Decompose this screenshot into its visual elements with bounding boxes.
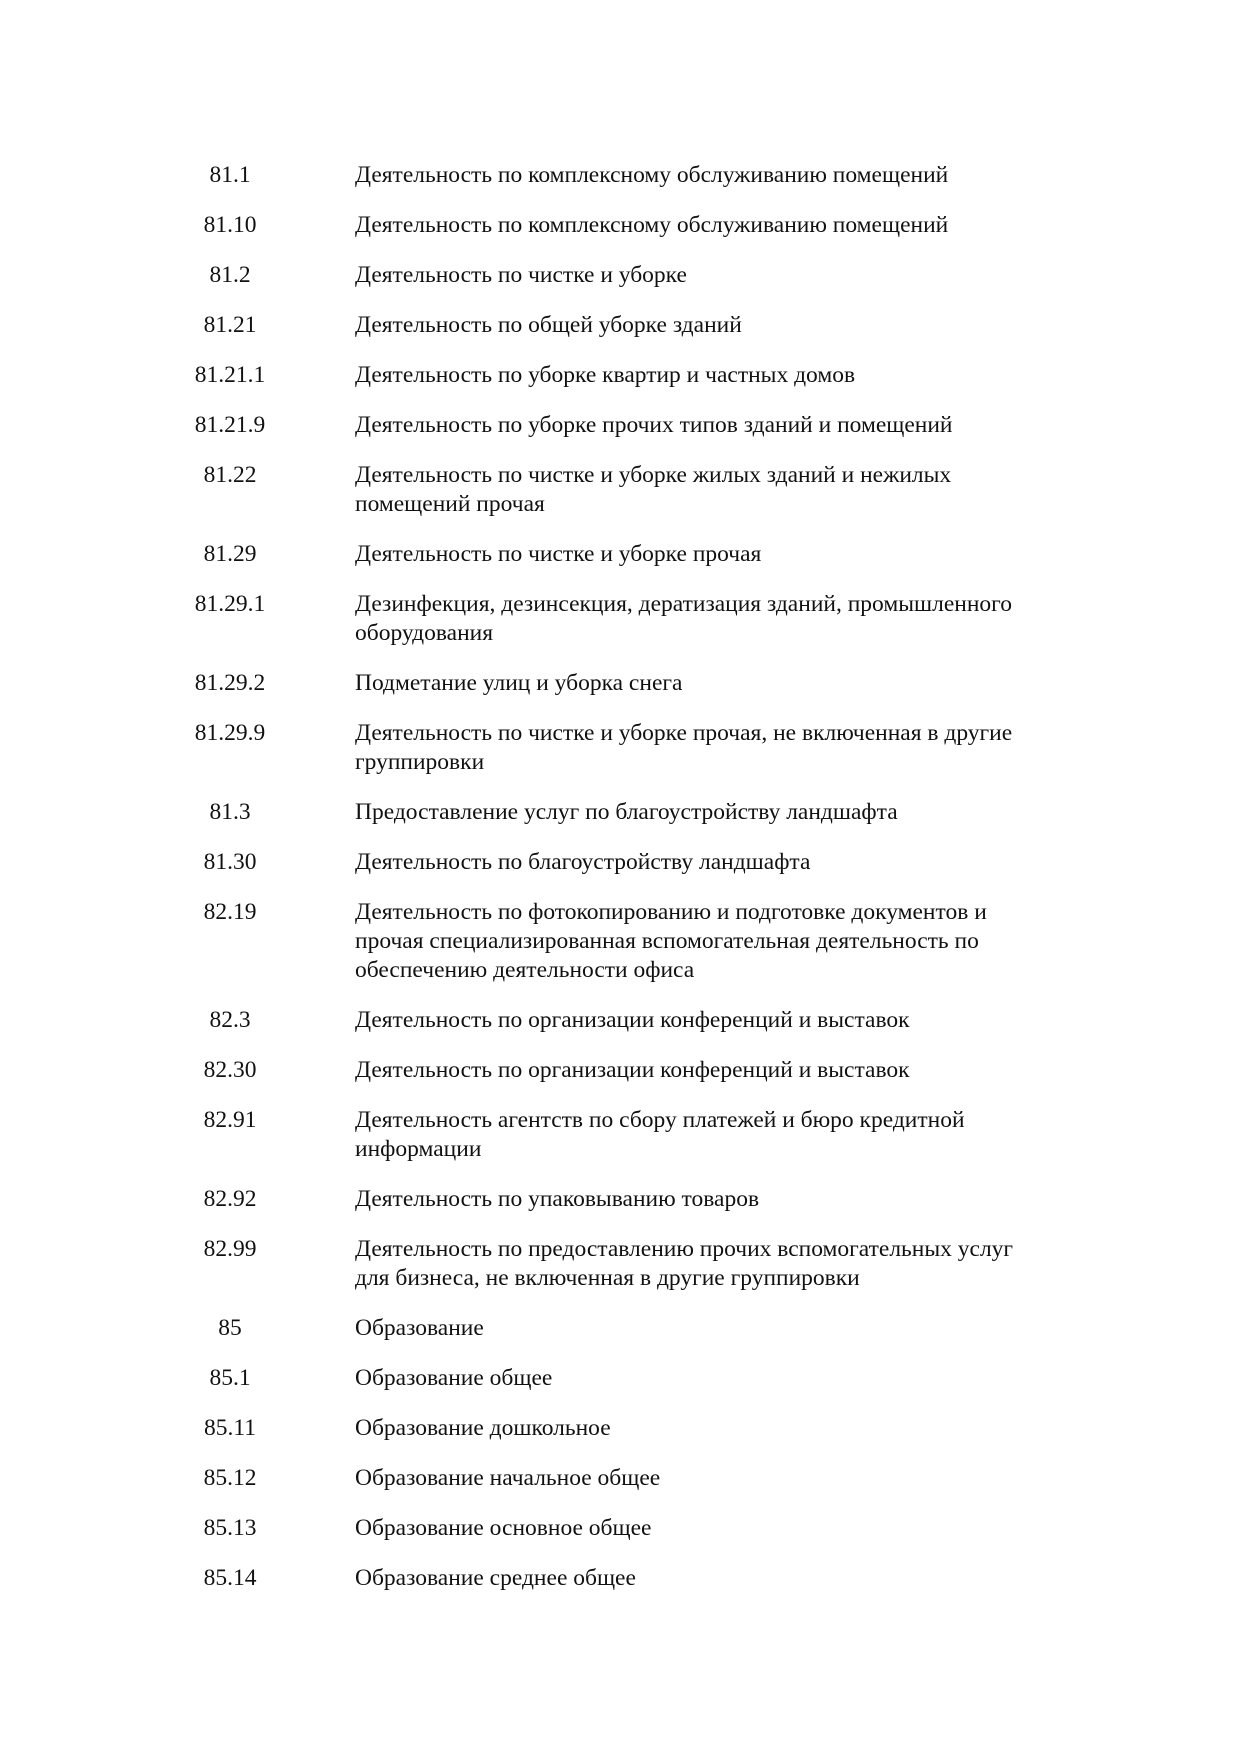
activity-description: Подметание улиц и уборка снега	[355, 670, 683, 696]
activity-description: Деятельность по благоустройству ландшафта	[355, 849, 811, 875]
activity-description: Деятельность по комплексному обслуживанию помещений	[355, 162, 949, 188]
activity-description: Деятельность по организации конференций и выставок	[355, 1007, 910, 1033]
activity-code: 82.91	[203, 1107, 257, 1133]
activity-description: Дезинфекция, дезинсекция, дератизация зданий, промышленного оборудования	[355, 591, 1012, 646]
activity-description: Деятельность по уборке прочих типов зданий и помещений	[355, 412, 953, 438]
activity-description: Образование начальное общее	[355, 1465, 661, 1491]
activity-code: 82.30	[203, 1057, 257, 1083]
activity-description: Образование среднее общее	[355, 1565, 636, 1591]
activity-code: 85.13	[203, 1515, 257, 1541]
list-item	[170, 461, 1045, 519]
activity-code: 81.29.1	[194, 591, 266, 617]
activity-code: 81.10	[203, 212, 257, 238]
list-item	[170, 261, 1045, 290]
activity-code: 85.14	[203, 1565, 257, 1591]
activity-code: 81.29.2	[194, 670, 266, 696]
activity-code: 85.12	[203, 1465, 257, 1491]
list-item	[170, 669, 1045, 698]
list-item	[170, 898, 1045, 985]
list-item	[170, 1464, 1045, 1493]
list-item	[170, 1056, 1045, 1085]
activity-code: 81.29.9	[194, 720, 266, 746]
activity-description: Деятельность по предоставлению прочих вспомогательных услуг для бизнеса, не включенная в другие группировки	[355, 1236, 1014, 1291]
activity-code: 85.11	[203, 1415, 256, 1441]
activity-description: Деятельность агентств по сбору платежей и бюро кредитной информации	[355, 1107, 965, 1162]
activity-code: 81.21.9	[194, 412, 266, 438]
activity-description: Образование	[355, 1315, 484, 1341]
activity-code: 81.22	[203, 462, 257, 488]
list-item	[170, 1006, 1045, 1035]
activity-description: Предоставление услуг по благоустройству ландшафта	[355, 799, 898, 825]
activity-code: 81.21	[203, 312, 257, 338]
activity-description: Образование основное общее	[355, 1515, 652, 1541]
list-item	[170, 1414, 1045, 1443]
list-item	[170, 540, 1045, 569]
list-item	[170, 1564, 1045, 1593]
list-item	[170, 311, 1045, 340]
activity-description: Деятельность по организации конференций и выставок	[355, 1057, 910, 1083]
activity-description: Деятельность по чистке и уборке прочая	[355, 541, 762, 567]
list-item	[170, 1314, 1045, 1343]
activity-description: Деятельность по комплексному обслуживанию помещений	[355, 212, 949, 238]
activity-description: Образование общее	[355, 1365, 553, 1391]
list-item	[170, 1514, 1045, 1543]
list-item	[170, 1235, 1045, 1293]
activity-code: 82.92	[203, 1186, 257, 1212]
activity-code: 82.19	[203, 899, 257, 925]
activity-description: Деятельность по общей уборке зданий	[355, 312, 742, 338]
activity-code: 81.21.1	[194, 362, 266, 388]
classification-list	[170, 161, 1045, 1614]
activity-code: 82.99	[203, 1236, 257, 1262]
list-item	[170, 161, 1045, 190]
activity-description: Деятельность по чистке и уборке прочая, не включенная в другие группировки	[355, 720, 1013, 775]
list-item	[170, 1364, 1045, 1393]
list-item	[170, 1106, 1045, 1164]
list-item	[170, 361, 1045, 390]
list-item	[170, 211, 1045, 240]
list-item	[170, 848, 1045, 877]
list-item	[170, 590, 1045, 648]
activity-description: Деятельность по упаковыванию товаров	[355, 1186, 760, 1212]
list-item	[170, 719, 1045, 777]
activity-code: 81.1	[209, 162, 251, 188]
activity-code: 85.1	[209, 1365, 251, 1391]
activity-description: Деятельность по чистке и уборке	[355, 262, 687, 288]
activity-code: 81.29	[203, 541, 257, 567]
activity-code: 81.30	[203, 849, 257, 875]
activity-code: 85	[218, 1315, 242, 1341]
activity-code: 82.3	[209, 1007, 251, 1033]
activity-description: Деятельность по чистке и уборке жилых зданий и нежилых помещений прочая	[355, 462, 952, 517]
activity-description: Образование дошкольное	[355, 1415, 611, 1441]
list-item	[170, 798, 1045, 827]
list-item	[170, 1185, 1045, 1214]
list-item	[170, 411, 1045, 440]
activity-description: Деятельность по уборке квартир и частных домов	[355, 362, 856, 388]
activity-description: Деятельность по фотокопированию и подготовке документов и прочая специализированная вспомогательная деятельность по обеспечению деятельности офиса	[355, 899, 987, 983]
activity-code: 81.3	[209, 799, 251, 825]
activity-code: 81.2	[209, 262, 251, 288]
